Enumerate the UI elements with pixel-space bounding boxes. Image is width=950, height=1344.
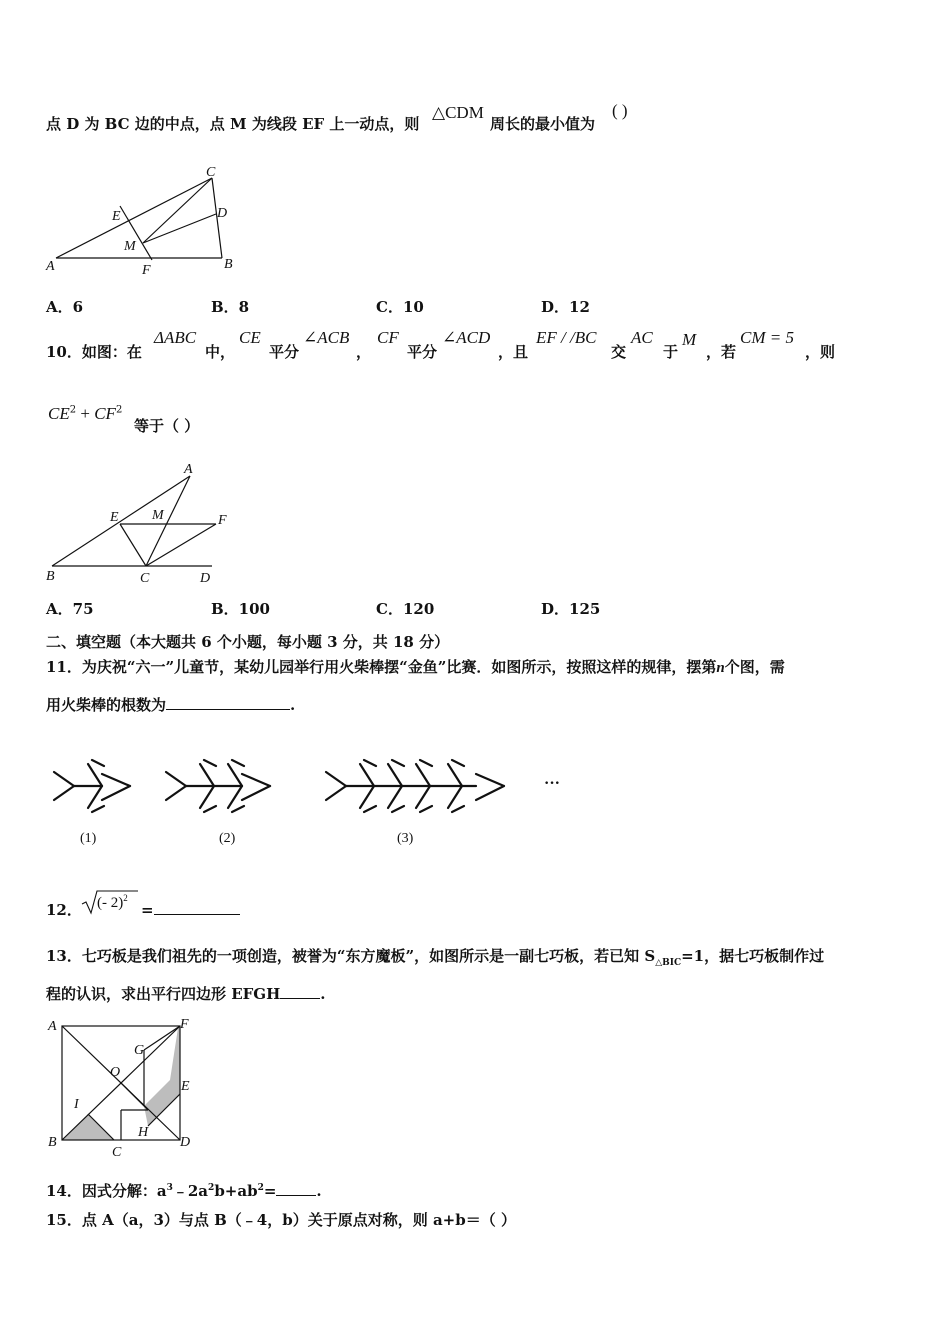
q10-expression: [48, 404, 122, 424]
q9-text-after: 周长的最小值为: [490, 115, 596, 133]
q10-label-d: D: [200, 571, 211, 586]
q13-label-i: I: [74, 1097, 79, 1112]
q9-math-cdm: △CDM: [432, 103, 484, 122]
q12-answer-blank[interactable]: [154, 900, 240, 915]
q13-label-o: O: [110, 1065, 121, 1080]
q9-option-b[interactable]: B．8: [211, 298, 250, 316]
q13-answer-blank[interactable]: [280, 984, 320, 999]
q14-t3: b+ab: [214, 1182, 258, 1200]
q10-jiao: 交: [611, 343, 627, 361]
q13-label-d: D: [180, 1135, 191, 1150]
q10-label-b: B: [46, 569, 55, 584]
q10-dengyu: 等于（ ）: [134, 417, 200, 435]
q14-p2: 2: [208, 1183, 215, 1193]
q13-line1-a: 13．七巧板是我们祖先的一项创造，被誉为“东方魔板”，如图所示是一副七巧板，若已知 S: [46, 947, 656, 965]
q10-figure: [40, 458, 240, 588]
q11-line1-a: 11．为庆祝“六一”儿童节，某幼儿园举行用火柴棒摆“金鱼”比赛．如图所示，按照这样的规律，摆第: [46, 658, 717, 676]
q11-fish-2: [166, 760, 270, 812]
q14-p3: 2: [257, 1183, 264, 1193]
q11-line2: [46, 695, 295, 715]
q13-label-c: C: [112, 1145, 122, 1160]
q10-pingfen2: 平分: [407, 343, 438, 361]
q10-yu: 于: [663, 343, 679, 361]
q10-option-c[interactable]: C．120: [376, 600, 435, 618]
q11-figure: [44, 750, 584, 850]
q10-acd: ∠ACD: [442, 328, 491, 347]
q10-qie: ，且: [498, 343, 529, 361]
q14-end: .: [316, 1182, 322, 1200]
q13-label-a: A: [48, 1019, 57, 1034]
section2-title: 二、填空题（本大题共 6 个小题，每小题 3 分，共 18 分）: [46, 633, 450, 651]
q11-caption-2: (2): [219, 831, 236, 846]
q9-label-e: E: [112, 209, 121, 224]
q9-text-before: 点 D 为 BC 边的中点，点 M 为线段 EF 上一动点，则: [46, 115, 420, 133]
q11-fish-3: [326, 760, 504, 812]
q13-tangram-figure: [40, 1014, 200, 1160]
q9-label-m: M: [124, 239, 136, 254]
q14-line: [46, 1178, 322, 1201]
q10-zhong: 中，: [205, 343, 236, 361]
q13-label-b: B: [48, 1135, 57, 1150]
q9-text: [46, 114, 419, 134]
q12-num: 12．: [46, 901, 82, 919]
q10-ruo: ，若: [706, 343, 737, 361]
q10-label-c: C: [140, 571, 150, 586]
q10-cm5: CM = 5: [740, 328, 794, 347]
q13-label-e: E: [181, 1079, 190, 1094]
q13-line1-b: =1，据七巧板制作过: [681, 947, 825, 965]
q11-answer-blank[interactable]: [166, 695, 290, 710]
q13-label-f: F: [180, 1017, 189, 1032]
q11-line1-b: 个图，需: [724, 658, 785, 676]
q13-line1: [46, 946, 824, 973]
q13-label-g: G: [134, 1043, 145, 1058]
q15-line: 15．点 A（a，3）与点 B（﹣4，b）关于原点对称，则 a+b＝（ ）: [46, 1211, 516, 1229]
q12-radicand-text: (- 2): [97, 895, 124, 911]
q13-sub: △BIC: [655, 958, 682, 968]
q14-text: 14．因式分解：a: [46, 1182, 167, 1200]
q9-option-d[interactable]: D．12: [541, 298, 590, 316]
q13-shaded-bottom: [62, 1114, 114, 1140]
q10-label-e: E: [110, 510, 119, 525]
q10-label-m: M: [152, 508, 164, 523]
q10-ce: CE: [239, 328, 261, 347]
q10-option-d[interactable]: D．125: [541, 600, 601, 618]
q9-label-c: C: [206, 165, 216, 180]
q10-ze: ，则: [805, 343, 836, 361]
q13-label-h: H: [138, 1125, 149, 1140]
q12-answer: [141, 900, 240, 920]
q14-t2: ﹣2a: [172, 1182, 209, 1200]
q14-answer-blank[interactable]: [276, 1181, 316, 1196]
q11-ellipsis: ···: [544, 775, 561, 792]
q10-expr-ce: CE: [48, 404, 70, 423]
q13-line2: [46, 984, 326, 1004]
q13-line2-text: 程的认识，求出平行四边形 EFGH: [46, 985, 281, 1003]
q10-pingfen1: 平分: [269, 343, 300, 361]
q10-expr-cf: CF: [94, 404, 116, 423]
q13-end: .: [320, 985, 326, 1003]
q10-m: M: [682, 330, 697, 349]
q11-line1: [46, 657, 785, 678]
q9-label-b: B: [224, 257, 233, 272]
q11-caption-1: (1): [80, 831, 97, 846]
q10-expr-plus: +: [76, 404, 95, 423]
q11-fish-1: [54, 760, 130, 812]
q12-radicand: [97, 893, 128, 912]
q11-caption-3: (3): [397, 831, 414, 846]
q10-expr-sq1: 2: [69, 404, 77, 416]
q10-label-f: F: [218, 513, 227, 528]
q10-option-a[interactable]: A．75: [46, 600, 94, 618]
q10-acb: ∠ACB: [303, 328, 350, 347]
q9-figure: [40, 160, 250, 280]
q10-label-a: A: [184, 462, 193, 477]
q10-cf: CF: [377, 328, 399, 347]
q10-tri: ΔABC: [154, 328, 197, 347]
q10-comma1: ，: [356, 343, 372, 361]
q11-n: n: [716, 660, 725, 676]
q10-option-b[interactable]: B．100: [211, 600, 270, 618]
q12-eq: =: [141, 901, 154, 919]
q9-label-a: A: [46, 259, 55, 274]
q9-option-c[interactable]: C．10: [376, 298, 424, 316]
q14-t4: =: [263, 1182, 277, 1200]
q11-line2-text: 用火柴棒的根数为: [46, 696, 167, 714]
q9-answer-paren: ( ): [612, 101, 628, 120]
q10-expr-sq2: 2: [115, 404, 123, 416]
q10-efbc: EF / /BC: [536, 328, 597, 347]
q9-label-d: D: [217, 206, 228, 221]
q10-num: 10．如图：在: [46, 343, 142, 361]
q14-p1: 3: [166, 1183, 173, 1193]
q9-label-f: F: [142, 263, 151, 278]
q12-exp: 2: [123, 893, 128, 903]
q9-option-a[interactable]: A．6: [46, 298, 84, 316]
q10-ac: AC: [631, 328, 653, 347]
q11-end: .: [290, 696, 296, 714]
